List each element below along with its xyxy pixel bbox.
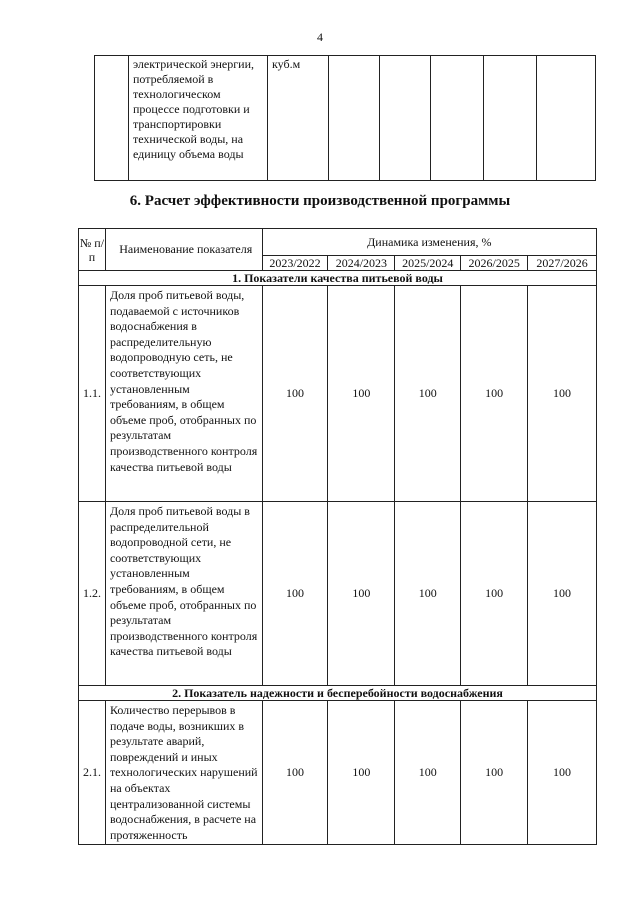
indicator-name: Количество перерывов в подаче воды, возникших в результате аварий, повреждений и иных технологических нарушений на объектах централизованной системы водоснабжения, в расчете на протяженность: [105, 701, 262, 845]
value-cell: 100: [262, 286, 328, 502]
value-cell: 100: [395, 701, 461, 845]
section-row: [79, 686, 597, 701]
row-number: 1.2.: [79, 502, 106, 686]
table-row: [79, 502, 597, 686]
value-cell: 100: [262, 701, 328, 845]
table-row: [79, 701, 597, 845]
section-row: [79, 271, 597, 286]
value-cell: 100: [528, 701, 597, 845]
section-title: 2. Показатель надежности и бесперебойности водоснабжения: [79, 686, 597, 701]
value-cell: 100: [461, 701, 528, 845]
indicator-name-cell: электрической энергии, потребляемой в технологическом процессе подготовки и транспортировки технической воды, на единицу объема воды: [129, 56, 268, 181]
indicator-name: Доля проб питьевой воды в распределительной водопроводной сети, не соответствующих установленным требованиям, в общем объеме проб, отобранных по результатам производственного контроля качества питьевой воды: [105, 502, 262, 686]
column-header-year: 2024/2023: [328, 256, 395, 271]
table-cell: [537, 56, 596, 181]
previous-table-continuation: [94, 55, 596, 181]
section-title: 1. Показатели качества питьевой воды: [79, 271, 597, 286]
value-cell: 100: [328, 701, 395, 845]
indicator-name: Доля проб питьевой воды, подаваемой с источников водоснабжения в распределительную водопроводную сеть, не соответствующих установленным требованиям, в общем объеме проб, отобранных по результатам производственного контроля качества питьевой воды: [105, 286, 262, 502]
column-header-year: 2025/2024: [395, 256, 461, 271]
value-cell: 100: [328, 286, 395, 502]
table-header-row: [79, 229, 597, 256]
column-header-name: Наименование показателя: [105, 229, 262, 271]
column-header-year: 2027/2026: [528, 256, 597, 271]
value-cell: 100: [461, 502, 528, 686]
table-cell: [95, 56, 129, 181]
value-cell: 100: [395, 286, 461, 502]
column-header-dynamics: Динамика изменения, %: [262, 229, 596, 256]
row-number: 2.1.: [79, 701, 106, 845]
table-cell: [329, 56, 380, 181]
value-cell: 100: [528, 502, 597, 686]
page-number: 4: [317, 30, 323, 44]
table-cell: [431, 56, 484, 181]
column-header-number: № п/п: [79, 229, 106, 271]
efficiency-table: [78, 228, 597, 845]
value-cell: 100: [461, 286, 528, 502]
column-header-year: 2026/2025: [461, 256, 528, 271]
unit-cell: куб.м: [268, 56, 329, 181]
section-heading: 6. Расчет эффективности производственной программы: [129, 193, 511, 209]
table-cell: [380, 56, 431, 181]
column-header-year: 2023/2022: [262, 256, 328, 271]
value-cell: 100: [328, 502, 395, 686]
table-row: [95, 56, 596, 181]
value-cell: 100: [262, 502, 328, 686]
table-row: [79, 286, 597, 502]
value-cell: 100: [395, 502, 461, 686]
value-cell: 100: [528, 286, 597, 502]
table-cell: [484, 56, 537, 181]
row-number: 1.1.: [79, 286, 106, 502]
